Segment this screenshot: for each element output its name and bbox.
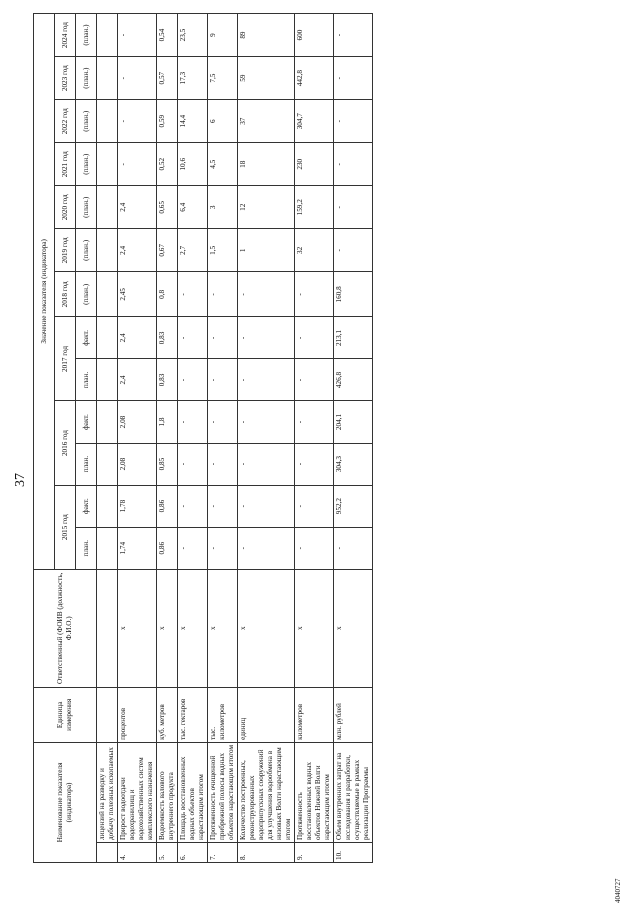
header-responsible: Ответственный (ФОИВ (должность, Ф.И.О.) bbox=[34, 569, 97, 687]
empty-cell bbox=[97, 443, 118, 485]
value-cell: - bbox=[334, 527, 373, 569]
empty-cell bbox=[97, 14, 118, 57]
value-cell: - bbox=[334, 143, 373, 186]
value-cell: - bbox=[208, 359, 238, 401]
value-cell: 600 bbox=[295, 14, 334, 57]
header-sub: (план.) bbox=[76, 272, 97, 317]
table-row bbox=[238, 14, 295, 863]
value-cell: 0,54 bbox=[157, 14, 178, 57]
value-cell: - bbox=[295, 485, 334, 527]
header-year: 2021 год bbox=[55, 143, 76, 186]
table-row bbox=[97, 14, 118, 863]
row-name: Площадь восстановленных водных объектов нарастающим итогом bbox=[178, 742, 208, 842]
row-responsible: x bbox=[238, 569, 295, 687]
value-cell: - bbox=[178, 272, 208, 317]
table-wrapper bbox=[33, 13, 373, 863]
header-year: 2023 год bbox=[55, 57, 76, 100]
indicator-table bbox=[33, 13, 373, 863]
value-cell: 6,4 bbox=[178, 186, 208, 229]
header-year: 2016 год bbox=[55, 401, 76, 485]
value-cell: - bbox=[238, 401, 295, 443]
value-cell: - bbox=[178, 359, 208, 401]
row-number: 5. bbox=[157, 842, 178, 862]
row-unit: тыс. километров bbox=[208, 687, 238, 742]
value-cell: - bbox=[178, 443, 208, 485]
value-cell: 442,8 bbox=[295, 57, 334, 100]
value-cell: 159,2 bbox=[295, 186, 334, 229]
row-number: 9. bbox=[295, 842, 334, 862]
value-cell: - bbox=[238, 272, 295, 317]
value-cell: - bbox=[118, 143, 157, 186]
value-cell: 2,4 bbox=[118, 186, 157, 229]
row-responsible: x bbox=[157, 569, 178, 687]
value-cell: - bbox=[238, 485, 295, 527]
row-unit: километров bbox=[295, 687, 334, 742]
row-name: Количество построенных, реконструированных водоприпускных сооружений для улучшения водообмена в низовьях Волги нарастающим итогом bbox=[238, 742, 295, 842]
row-number: 10. bbox=[334, 842, 373, 862]
value-cell: - bbox=[295, 317, 334, 359]
empty-cell bbox=[97, 401, 118, 443]
row-number bbox=[97, 842, 118, 862]
value-cell: 2,45 bbox=[118, 272, 157, 317]
value-cell: - bbox=[178, 401, 208, 443]
value-cell: 9 bbox=[208, 14, 238, 57]
row-name: Протяженность восстановленных водных объектов Нижней Волги нарастающим итогом bbox=[295, 742, 334, 842]
row-responsible: x bbox=[295, 569, 334, 687]
value-cell: - bbox=[334, 57, 373, 100]
value-cell: - bbox=[295, 527, 334, 569]
value-cell: - bbox=[118, 57, 157, 100]
row-name: Протяженность очищенной прибрежной полосы водных объектов нарастающим итогом bbox=[208, 742, 238, 842]
value-cell: - bbox=[295, 443, 334, 485]
header-year: 2020 год bbox=[55, 186, 76, 229]
value-cell: - bbox=[238, 527, 295, 569]
empty-cell bbox=[97, 687, 118, 742]
header-sub: (план.) bbox=[76, 143, 97, 186]
value-cell: 2,4 bbox=[118, 359, 157, 401]
header-sub: план. bbox=[76, 359, 97, 401]
value-cell: 1,74 bbox=[118, 527, 157, 569]
value-cell: 0,86 bbox=[157, 485, 178, 527]
table-row bbox=[208, 14, 238, 863]
document-code: 4040727 bbox=[614, 878, 622, 903]
empty-cell bbox=[97, 569, 118, 687]
row-unit: млн. рублей bbox=[334, 687, 373, 742]
value-cell: - bbox=[334, 14, 373, 57]
header-year: 2024 год bbox=[55, 14, 76, 57]
header-sub: (план.) bbox=[76, 14, 97, 57]
empty-cell bbox=[97, 143, 118, 186]
value-cell: 0,8 bbox=[157, 272, 178, 317]
value-cell: 2,4 bbox=[118, 229, 157, 272]
empty-cell bbox=[97, 272, 118, 317]
value-cell: 18 bbox=[238, 143, 295, 186]
value-cell: 1,78 bbox=[118, 485, 157, 527]
value-cell: - bbox=[118, 14, 157, 57]
header-year: 2019 год bbox=[55, 229, 76, 272]
value-cell: - bbox=[295, 272, 334, 317]
header-sub: факт. bbox=[76, 485, 97, 527]
empty-cell bbox=[97, 317, 118, 359]
value-cell: 304,3 bbox=[334, 443, 373, 485]
row-responsible: x bbox=[208, 569, 238, 687]
value-cell: 0,85 bbox=[157, 443, 178, 485]
header-year: 2018 год bbox=[55, 272, 76, 317]
table-body bbox=[97, 14, 373, 863]
empty-cell bbox=[97, 57, 118, 100]
value-cell: 2,08 bbox=[118, 443, 157, 485]
value-cell: 0,52 bbox=[157, 143, 178, 186]
header-sub: факт. bbox=[76, 317, 97, 359]
value-cell: - bbox=[208, 485, 238, 527]
row-name: Водоемкость валового внутреннего продукта bbox=[157, 742, 178, 842]
value-cell: 3 bbox=[208, 186, 238, 229]
empty-cell bbox=[97, 186, 118, 229]
value-cell: 32 bbox=[295, 229, 334, 272]
value-cell: - bbox=[334, 100, 373, 143]
header-sub: план. bbox=[76, 527, 97, 569]
value-cell: - bbox=[334, 186, 373, 229]
value-cell: 0,83 bbox=[157, 359, 178, 401]
value-cell: 0,67 bbox=[157, 229, 178, 272]
row-unit: процентов bbox=[118, 687, 157, 742]
row-number: 7. bbox=[208, 842, 238, 862]
value-cell: 37 bbox=[238, 100, 295, 143]
value-cell: - bbox=[178, 527, 208, 569]
value-cell: - bbox=[178, 317, 208, 359]
value-cell: 160,8 bbox=[334, 272, 373, 317]
value-cell: - bbox=[238, 359, 295, 401]
header-unit: Единица измерения bbox=[34, 687, 97, 742]
value-cell: - bbox=[295, 359, 334, 401]
value-cell: - bbox=[208, 401, 238, 443]
value-cell: 1,8 bbox=[157, 401, 178, 443]
value-cell: - bbox=[178, 485, 208, 527]
header-sub: факт. bbox=[76, 401, 97, 443]
value-cell: 213,1 bbox=[334, 317, 373, 359]
value-cell: 1,5 bbox=[208, 229, 238, 272]
value-cell: - bbox=[295, 401, 334, 443]
value-cell: 59 bbox=[238, 57, 295, 100]
empty-cell bbox=[97, 527, 118, 569]
value-cell: 4,5 bbox=[208, 143, 238, 186]
table-row bbox=[334, 14, 373, 863]
value-cell: 89 bbox=[238, 14, 295, 57]
empty-cell bbox=[97, 359, 118, 401]
value-cell: 2,4 bbox=[118, 317, 157, 359]
value-cell: - bbox=[208, 527, 238, 569]
row-responsible: x bbox=[334, 569, 373, 687]
row-name: лицензий на разведку и добычу полезных ископаемых bbox=[97, 742, 118, 842]
value-cell: 0,59 bbox=[157, 100, 178, 143]
value-cell: 0,83 bbox=[157, 317, 178, 359]
value-cell: 952,2 bbox=[334, 485, 373, 527]
row-responsible: x bbox=[178, 569, 208, 687]
value-cell: - bbox=[208, 443, 238, 485]
value-cell: 0,86 bbox=[157, 527, 178, 569]
row-name: Прирост водоотдачи водохранилищ и водохозяйственных систем комплексного назначения bbox=[118, 742, 157, 842]
header-sub: (план.) bbox=[76, 57, 97, 100]
row-responsible: x bbox=[118, 569, 157, 687]
value-cell: - bbox=[238, 443, 295, 485]
row-number: 6. bbox=[178, 842, 208, 862]
value-cell: 14,4 bbox=[178, 100, 208, 143]
header-year: 2017 год bbox=[55, 317, 76, 401]
value-cell: 10,6 bbox=[178, 143, 208, 186]
table-row bbox=[157, 14, 178, 863]
header-sub: (план.) bbox=[76, 186, 97, 229]
header-year: 2015 год bbox=[55, 485, 76, 569]
value-cell: - bbox=[118, 100, 157, 143]
table-row bbox=[178, 14, 208, 863]
row-name: Объем внутренних затрат на исследования и разработки, осуществляемые в рамках реализации Программы bbox=[334, 742, 373, 842]
value-cell: 6 bbox=[208, 100, 238, 143]
value-cell: 230 bbox=[295, 143, 334, 186]
table-header bbox=[34, 14, 97, 863]
row-number: 4. bbox=[118, 842, 157, 862]
value-cell: 12 bbox=[238, 186, 295, 229]
value-cell: - bbox=[208, 317, 238, 359]
value-cell: - bbox=[238, 317, 295, 359]
value-cell: 1 bbox=[238, 229, 295, 272]
row-unit: куб. метров bbox=[157, 687, 178, 742]
page-number: 37 bbox=[13, 473, 28, 487]
value-cell: 204,1 bbox=[334, 401, 373, 443]
header-sub: (план.) bbox=[76, 229, 97, 272]
table-row bbox=[295, 14, 334, 863]
row-unit: единиц bbox=[238, 687, 295, 742]
value-cell: 0,57 bbox=[157, 57, 178, 100]
row-unit: тыс. гектаров bbox=[178, 687, 208, 742]
value-cell: 23,5 bbox=[178, 14, 208, 57]
empty-cell bbox=[97, 485, 118, 527]
empty-cell bbox=[97, 229, 118, 272]
header-sub: план. bbox=[76, 443, 97, 485]
value-cell: - bbox=[208, 272, 238, 317]
header-name: Наименование показателя (индикатора) bbox=[34, 742, 97, 862]
table-row bbox=[118, 14, 157, 863]
header-sub: (план.) bbox=[76, 100, 97, 143]
value-cell: 426,8 bbox=[334, 359, 373, 401]
header-values-group: Значение показателя (индикатора) bbox=[34, 14, 55, 570]
header-year: 2022 год bbox=[55, 100, 76, 143]
value-cell: 7,5 bbox=[208, 57, 238, 100]
value-cell: 17,3 bbox=[178, 57, 208, 100]
value-cell: - bbox=[334, 229, 373, 272]
value-cell: 2,08 bbox=[118, 401, 157, 443]
empty-cell bbox=[97, 100, 118, 143]
value-cell: 304,7 bbox=[295, 100, 334, 143]
value-cell: 0,65 bbox=[157, 186, 178, 229]
value-cell: 2,7 bbox=[178, 229, 208, 272]
row-number: 8. bbox=[238, 842, 295, 862]
